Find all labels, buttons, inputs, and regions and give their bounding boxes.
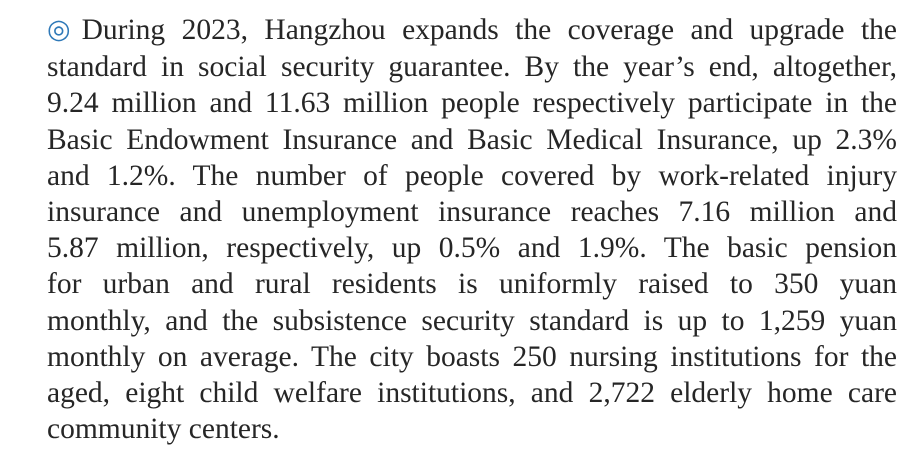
paragraph-line: insurance and unemployment insurance reaches 7.16 million and xyxy=(47,196,897,229)
paragraph-line: 5.87 million, respectively, up 0.5% and 1.9%. The basic pension xyxy=(47,232,897,265)
paragraph-line: community centers. xyxy=(47,413,280,446)
social-security-paragraph xyxy=(47,12,897,447)
paragraph-line: standard in social security guarantee. By the year’s end, altogether, xyxy=(47,51,897,84)
paragraph-line: aged, eight child welfare institutions, and 2,722 elderly home care xyxy=(47,377,897,410)
paragraph-line: monthly, and the subsistence security standard is up to 1,259 yuan xyxy=(47,304,897,337)
paragraph-line: 9.24 million and 11.63 million people respectively participate in the xyxy=(47,87,897,120)
paragraph-line: and 1.2%. The number of people covered by work-related injury xyxy=(47,159,897,192)
paragraph-line: for urban and rural residents is uniformly raised to 350 yuan xyxy=(47,268,897,301)
paragraph-line xyxy=(47,12,897,49)
line-text: During 2023, Hangzhou expands the coverage and upgrade the xyxy=(81,14,897,46)
paragraph-line: monthly on average. The city boasts 250 nursing institutions for the xyxy=(47,340,897,373)
bullet-icon: ◎ xyxy=(47,14,80,45)
paragraph-line: Basic Endowment Insurance and Basic Medical Insurance, up 2.3% xyxy=(47,123,897,156)
